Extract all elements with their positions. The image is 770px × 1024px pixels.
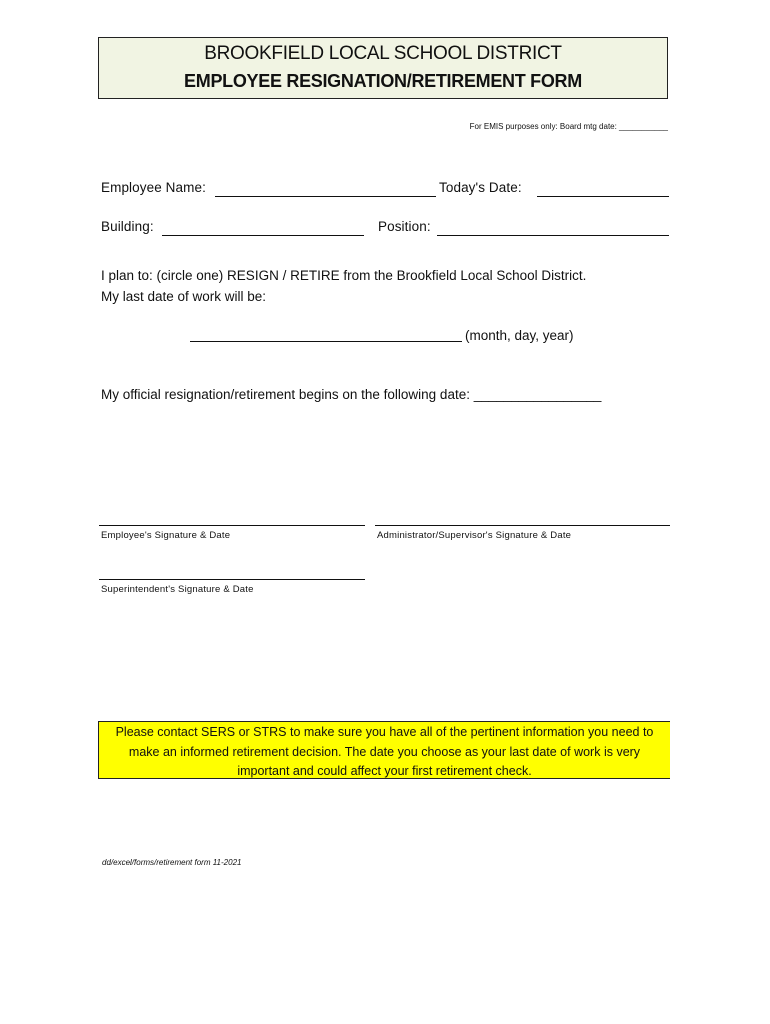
district-name: BROOKFIELD LOCAL SCHOOL DISTRICT [204, 43, 562, 64]
employee-name-label: Employee Name: [101, 180, 206, 195]
superintendent-signature-label: Superintendent's Signature & Date [101, 584, 254, 595]
last-date-of-work-field[interactable] [190, 341, 462, 342]
todays-date-label: Today's Date: [439, 180, 522, 195]
todays-date-field[interactable] [537, 196, 669, 197]
administrator-signature-line[interactable] [375, 525, 670, 526]
position-field[interactable] [437, 235, 669, 236]
employee-name-field[interactable] [215, 196, 436, 197]
resign-retire-statement: I plan to: (circle one) RESIGN / RETIRE from the Brookfield Local School District. [101, 268, 587, 283]
official-date-statement[interactable]: My official resignation/retirement begins on the following date: _________________ [101, 387, 602, 402]
notice-line-1: Please contact SERS or STRS to make sure you have all of the pertinent information you need to [115, 725, 654, 739]
administrator-signature-label: Administrator/Supervisor's Signature & Date [377, 530, 572, 541]
position-label: Position: [378, 219, 431, 234]
form-file-path-footer: dd/excel/forms/retirement form 11-2021 [102, 858, 242, 867]
employee-signature-line[interactable] [99, 525, 365, 526]
last-date-of-work-label: My last date of work will be: [101, 289, 267, 304]
notice-line-2: make an informed retirement decision. The date you choose as your last date of work is very [128, 744, 641, 759]
employee-signature-label: Employee's Signature & Date [101, 530, 231, 541]
building-field[interactable] [162, 235, 364, 236]
date-format-hint: (month, day, year) [465, 328, 574, 343]
emis-board-date-note: For EMIS purposes only: Board mtg date: ___________ [469, 122, 668, 131]
notice-line-3: important and could affect your first retirement check. [237, 764, 532, 778]
superintendent-signature-line[interactable] [99, 579, 365, 580]
form-title: EMPLOYEE RESIGNATION/RETIREMENT FORM [184, 71, 582, 91]
building-label: Building: [101, 219, 154, 234]
retirement-notice-box [98, 721, 670, 779]
form-header [98, 37, 668, 99]
